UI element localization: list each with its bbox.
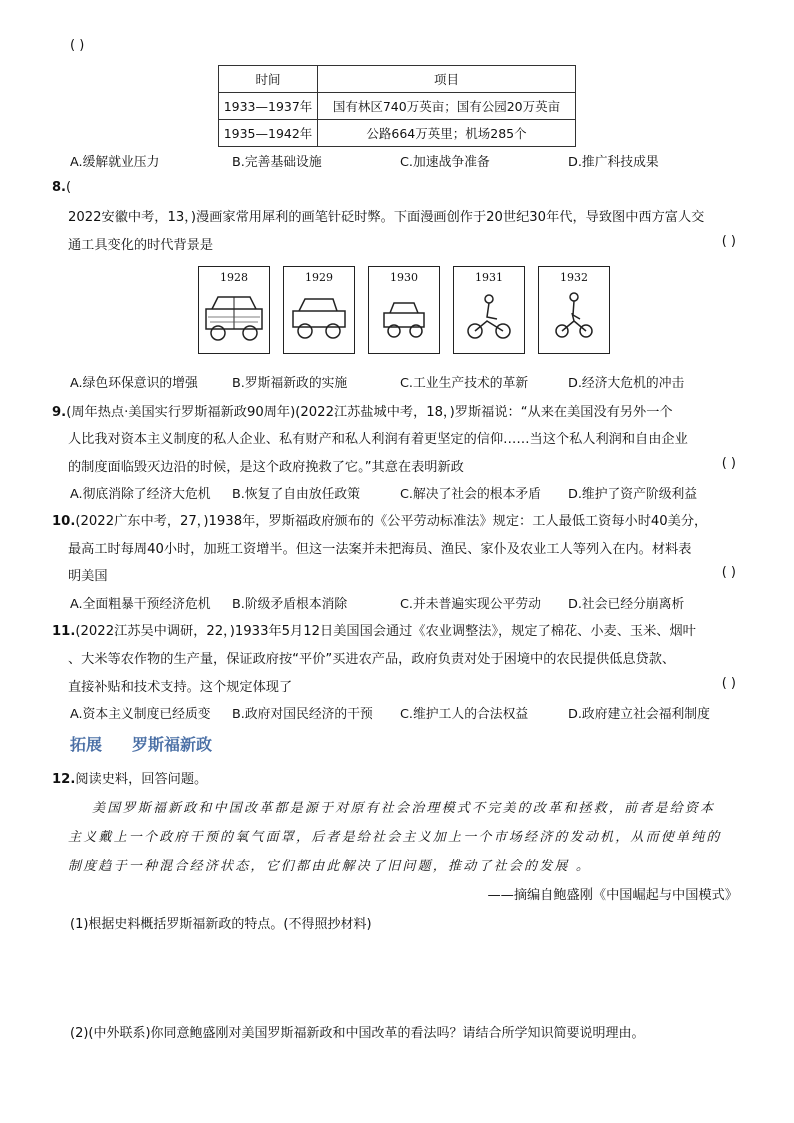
q9-line2: 人比我对资本主义制度的私人企业、私有财产和私人利润有着更坚定的信仰……当这个私人利润和自由企业 xyxy=(68,432,688,447)
table-row xyxy=(219,93,576,120)
q7-table xyxy=(218,65,576,147)
q10-option-b: B.阶级矛盾根本消除 xyxy=(232,597,348,612)
q8-line1: 2022安徽中考，13，)漫画家常用犀利的画笔针砭时弊。下面漫画创作于20世纪30年代，导致图中西方富人交 xyxy=(68,210,705,225)
q11-option-b: B.政府对国民经济的干预 xyxy=(232,707,373,722)
q10-line3: 明美国 xyxy=(68,569,108,584)
q12-intro: 阅读史料，回答问题。 xyxy=(75,772,208,787)
q8-header xyxy=(52,180,71,195)
cartoon-panel xyxy=(453,266,525,354)
q11-option-d: D.政府建立社会福利制度 xyxy=(568,707,710,722)
q9-option-a: A.彻底消除了经济大危机 xyxy=(70,487,211,502)
q8-number: 8. xyxy=(52,180,66,195)
table-cell: 1935—1942年 xyxy=(219,120,318,147)
table-cell: 1933—1937年 xyxy=(219,93,318,120)
q12-source: ——摘编自鲍盛刚《中国崛起与中国模式》 xyxy=(487,888,738,903)
luxury-car-icon xyxy=(202,289,266,349)
bicycle-icon xyxy=(542,289,606,349)
q11-option-a: A.资本主义制度已经质变 xyxy=(70,707,211,722)
q12-subquestion-1: (1)根据史料概括罗斯福新政的特点。(不得照抄材料) xyxy=(70,917,372,932)
q10-option-d: D.社会已经分崩离析 xyxy=(568,597,685,612)
car-icon xyxy=(287,289,351,349)
q11-number: 11. xyxy=(52,624,76,639)
q9-option-b: B.恢复了自由放任政策 xyxy=(232,487,361,502)
table-header-row xyxy=(219,66,576,93)
q9-option-c: C.解决了社会的根本矛盾 xyxy=(400,487,541,502)
q7-paren: ( ) xyxy=(70,38,85,53)
table-cell: 国有林区740万英亩；国有公园20万英亩 xyxy=(318,93,576,120)
cartoon-panel xyxy=(198,266,270,354)
q12-quote-line1: 美国罗斯福新政和中国改革都是源于对原有社会治理模式不完美的改革和拯救，前者是给资本 xyxy=(92,801,716,816)
table-header-cell: 项目 xyxy=(318,66,576,93)
cartoon-year: 1929 xyxy=(305,271,333,284)
q8-option-c: C.工业生产技术的革新 xyxy=(400,376,529,391)
section-title: 罗斯福新政 xyxy=(132,735,213,754)
motorcycle-icon xyxy=(457,289,521,349)
q8-option-b: B.罗斯福新政的实施 xyxy=(232,376,348,391)
q7-option-d: D.推广科技成果 xyxy=(568,155,659,170)
q8-option-a: A.绿色环保意识的增强 xyxy=(70,376,198,391)
q10-number: 10. xyxy=(52,514,76,529)
cartoon-strip xyxy=(198,266,608,354)
table-header-cell: 时间 xyxy=(219,66,318,93)
table-cell: 公路664万英里；机场285个 xyxy=(318,120,576,147)
q9-number: 9. xyxy=(52,405,67,420)
q9-paren: ( ) xyxy=(721,456,736,471)
cartoon-year: 1928 xyxy=(220,271,248,284)
cartoon-panel xyxy=(283,266,355,354)
q10-line1-wrap xyxy=(52,510,707,529)
q8-line2: 通工具变化的时代背景是 xyxy=(68,238,214,253)
q12-number: 12. xyxy=(52,772,76,787)
q12-quote-line3: 制度趋于一种混合经济状态，它们都由此解决了旧问题，推动了社会的发展 。 xyxy=(68,859,592,874)
q9-line3: 的制度面临毁灭边沿的时候，是这个政府挽救了它。”其意在表明新政 xyxy=(68,460,464,475)
cartoon-year: 1930 xyxy=(390,271,418,284)
cartoon-panel xyxy=(368,266,440,354)
q11-line2: 、大米等农作物的生产量，保证政府按“平价”买进农产品，政府负责对处于困境中的农民提供低息贷款、 xyxy=(68,652,676,667)
q12-intro-wrap xyxy=(52,768,207,787)
q11-paren: ( ) xyxy=(721,676,736,691)
q9-line1: (周年热点·美国实行罗斯福新政90周年)(2022江苏盐城中考，18，)罗斯福说：“从来在美国没有另外一个 xyxy=(66,405,673,420)
small-car-icon xyxy=(372,289,436,349)
q7-option-b: B.完善基础设施 xyxy=(232,155,322,170)
q10-option-c: C.并未普遍实现公平劳动 xyxy=(400,597,541,612)
q11-line3: 直接补贴和技术支持。这个规定体现了 xyxy=(68,680,293,695)
q9-line1-wrap xyxy=(52,401,673,420)
q11-line1: (2022江苏吴中调研，22，)1933年5月12日美国国会通过《农业调整法》，规定了棉花、小麦、玉米、烟叶 xyxy=(75,624,696,639)
q10-option-a: A.全面粗暴干预经济危机 xyxy=(70,597,211,612)
q9-option-d: D.维护了资产阶级利益 xyxy=(568,487,698,502)
cartoon-panel xyxy=(538,266,610,354)
q11-option-c: C.维护工人的合法权益 xyxy=(400,707,529,722)
q12-subquestion-2: (2)(中外联系)你同意鲍盛刚对美国罗斯福新政和中国改革的看法吗？请结合所学知识简要说明理由。 xyxy=(70,1026,645,1041)
section-heading xyxy=(70,732,212,755)
table-row xyxy=(219,120,576,147)
q8-open: ( xyxy=(65,180,72,195)
cartoon-year: 1932 xyxy=(560,271,588,284)
q8-option-d: D.经济大危机的冲击 xyxy=(568,376,685,391)
q10-paren: ( ) xyxy=(721,565,736,580)
q12-quote-line2: 主义戴上一个政府干预的氧气面罩，后者是给社会主义加上一个市场经济的发动机，从而使单纯的 xyxy=(68,830,722,845)
q10-line1: (2022广东中考，27，)1938年，罗斯福政府颁布的《公平劳动标准法》规定：工人最低工资每小时40美分， xyxy=(75,514,708,529)
q8-paren: ( ) xyxy=(721,234,736,249)
q7-option-a: A.缓解就业压力 xyxy=(70,155,160,170)
q10-line2: 最高工时每周40小时，加班工资增半。但这一法案并未把海员、渔民、家仆及农业工人等列入在内。材料表 xyxy=(68,542,692,557)
q7-option-c: C.加速战争准备 xyxy=(400,155,490,170)
q11-line1-wrap xyxy=(52,620,696,639)
section-tag: 拓展 xyxy=(70,735,103,754)
cartoon-year: 1931 xyxy=(475,271,503,284)
